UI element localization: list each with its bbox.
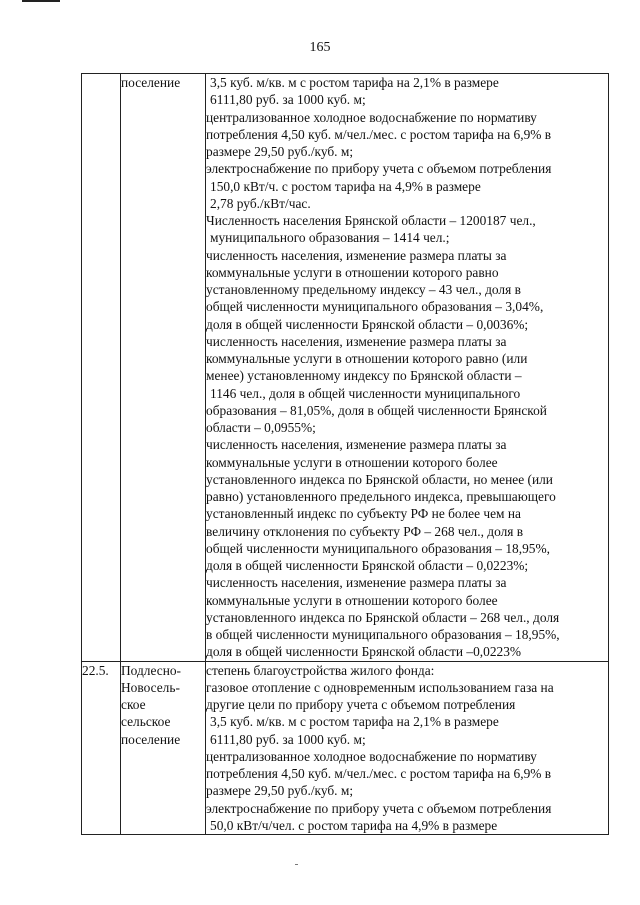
settlement-name-line: поселение <box>121 75 181 90</box>
text-line: доля в общей численности Брянской области –0,0223% <box>206 644 522 660</box>
settlement-name-line: сельское <box>121 714 171 730</box>
settlement-name-line: Подлесно- <box>121 662 182 678</box>
table-row-22-5 <box>82 661 609 835</box>
text-line: размере 29,50 руб./куб. м; <box>206 783 354 799</box>
text-line: 50,0 кВт/ч/чел. с ростом тарифа на 4,9% в размере <box>210 817 498 833</box>
text-line: установленного индекса по Брянской области – 268 чел., доля <box>206 609 560 625</box>
settlement-name-line: ское <box>121 697 146 712</box>
table-row-continued <box>82 74 609 662</box>
text-line: 6111,80 руб. за 1000 куб. м; <box>210 731 366 747</box>
text-line: 3,5 куб. м/кв. м с ростом тарифа на 2,1% в размере <box>210 714 499 730</box>
text-line: потребления 4,50 куб. м/чел./мес. с ростом тарифа на 6,9% в <box>206 126 552 142</box>
text-line: муниципального образования – 1414 чел.; <box>210 230 450 246</box>
indicator-text-cell <box>206 74 609 662</box>
scan-artifact <box>295 864 298 865</box>
settlement-name-cell <box>121 74 206 662</box>
row-number-cell <box>82 74 121 662</box>
text-line: менее) установленному индексу по Брянской области – <box>206 368 522 384</box>
document-table <box>81 73 609 835</box>
text-line: другие цели по прибору учета с объемом потребления <box>206 697 516 712</box>
text-line: численность населения, изменение размера платы за <box>206 247 507 263</box>
indicator-text-cell <box>206 661 609 835</box>
text-line: доля в общей численности Брянской области – 0,0036%; <box>206 316 529 332</box>
text-line: равно) установленного предельного индекса, превышающего <box>206 489 556 504</box>
text-line: централизованное холодное водоснабжение по нормативу <box>206 109 537 125</box>
settlement-name-line: Новосель- <box>121 679 180 695</box>
table-body <box>82 74 609 835</box>
text-line: установленному предельному индексу – 43 чел., доля в <box>206 282 521 297</box>
text-line: численность населения, изменение размера платы за <box>206 437 507 453</box>
scan-edge-mark <box>22 0 60 2</box>
text-line: коммунальные услуги в отношении которого более <box>206 592 498 608</box>
text-line: общей численности муниципального образования – 18,95%, <box>206 540 550 556</box>
text-line: степень благоустройства жилого фонда: <box>206 662 435 678</box>
text-line: коммунальные услуги в отношении которого более <box>206 454 498 470</box>
text-line: электроснабжение по прибору учета с объемом потребления <box>206 161 552 177</box>
text-line: потребления 4,50 куб. м/чел./мес. с ростом тарифа на 6,9% в <box>206 766 552 781</box>
text-line: численность населения, изменение размера платы за <box>206 333 507 349</box>
text-line: коммунальные услуги в отношении которого равно (или <box>206 351 528 366</box>
text-line: в общей численности муниципального образования – 18,95%, <box>206 627 560 642</box>
text-line: установленный индекс по субъекту РФ не более чем на <box>206 506 521 522</box>
text-line: общей численности муниципального образования – 3,04%, <box>206 299 544 315</box>
text-line: размере 29,50 руб./куб. м; <box>206 144 354 159</box>
text-line: образования – 81,05%, доля в общей численности Брянской <box>206 402 547 418</box>
text-line: коммунальные услуги в отношении которого равно <box>206 264 499 280</box>
page-number: 165 <box>309 40 331 55</box>
text-line: Численность населения Брянской области – 1200187 чел., <box>206 213 536 228</box>
text-line: газовое отопление с одновременным использованием газа на <box>206 679 554 695</box>
text-line: 1146 чел., доля в общей численности муниципального <box>210 385 521 401</box>
text-line: 6111,80 руб. за 1000 куб. м; <box>210 92 366 108</box>
text-line: величину отклонения по субъекту РФ – 268 чел., доля в <box>206 523 524 539</box>
text-line: 150,0 кВт/ч. с ростом тарифа на 4,9% в размере <box>210 178 481 194</box>
text-line: централизованное холодное водоснабжение по нормативу <box>206 748 537 764</box>
text-line: численность населения, изменение размера платы за <box>206 575 507 591</box>
text-line: 3,5 куб. м/кв. м с ростом тарифа на 2,1% в размере <box>210 75 499 90</box>
settlement-name-line: поселение <box>121 731 181 747</box>
row-number-cell: 22.5. <box>82 661 121 835</box>
text-line: электроснабжение по прибору учета с объемом потребления <box>206 800 552 816</box>
text-line: установленного индекса по Брянской области, но менее (или <box>206 471 553 487</box>
settlement-name-cell <box>121 661 206 835</box>
text-line: 2,78 руб./кВт/час. <box>210 195 311 211</box>
text-line: области – 0,0955%; <box>206 420 316 435</box>
text-line: доля в общей численности Брянской области – 0,0223%; <box>206 558 529 573</box>
